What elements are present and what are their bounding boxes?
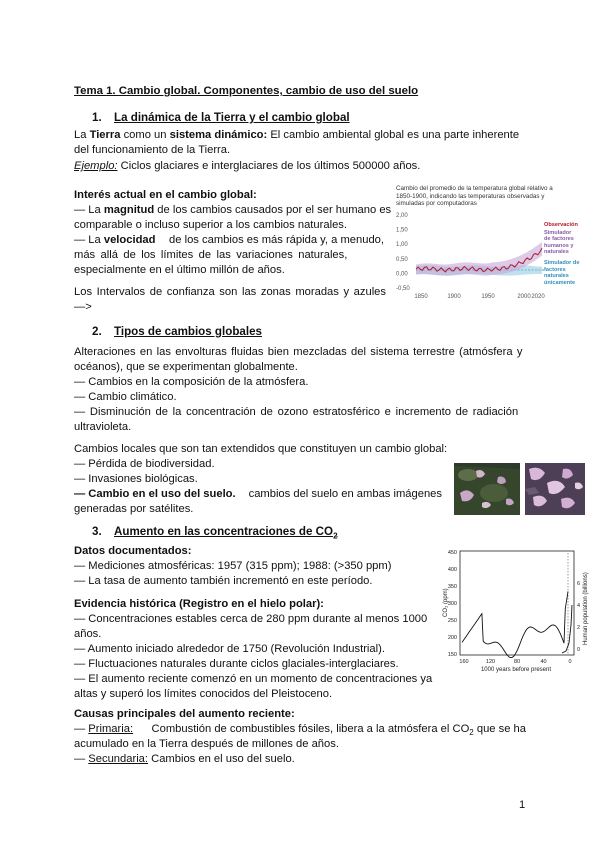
co2-y-tick-label: 150 bbox=[447, 652, 457, 658]
s2-bullet-2: — Cambio climático. bbox=[74, 391, 177, 403]
temp-y-tick-label: 0,00 bbox=[396, 271, 408, 278]
legend-natural: Simulador de factores naturales únicamente bbox=[544, 259, 580, 286]
s2-local-paragraph: Cambios locales que son tan extendidos que constituyen un cambio global: bbox=[74, 443, 448, 455]
section-1-title: La dinámica de la Tierra y el cambio global bbox=[114, 111, 350, 124]
evidencia-item-1-line1: — Concentraciones estables cerca de 280 ppm durante al menos 1000 bbox=[74, 613, 428, 625]
temperature-chart-legend bbox=[544, 222, 579, 286]
evidencia-item-4-line1: — El aumento reciente comenzó en un momento de concentraciones ya bbox=[74, 673, 433, 685]
section-2-title: Tipos de cambios globales bbox=[114, 325, 262, 338]
co2-chart-figure bbox=[438, 545, 590, 675]
s2-bullet-1: — Cambios en la composición de la atmósfera. bbox=[74, 376, 309, 388]
s2-bullet-3-line2: ultravioleta. bbox=[74, 421, 132, 433]
interes-heading: Interés actual en el cambio global: bbox=[74, 189, 257, 201]
temp-y-tick-label: -0,50 bbox=[396, 286, 410, 292]
s2-local-item-2: — Invasiones biológicas. bbox=[74, 473, 198, 485]
co2-y-axis-label: CO₂ (ppm) bbox=[443, 588, 449, 617]
temp-y-tick-label: 1,00 bbox=[396, 242, 408, 249]
s1-paragraph-line1: La Tierra como un sistema dinámico: El cambio ambiental global es una parte inherente bbox=[74, 129, 520, 141]
co2-y-tick-label: 400 bbox=[447, 567, 457, 573]
causas-heading: Causas principales del aumento reciente: bbox=[74, 708, 295, 720]
temperature-chart-figure bbox=[394, 184, 584, 309]
interes-item-2-line3: especialmente en el último millón de años. bbox=[74, 264, 285, 276]
section-2-number: 2. bbox=[92, 325, 102, 338]
population-y-tick-label: 2 bbox=[577, 625, 581, 631]
s2-local-item-3-line1: — Cambio en el uso del suelo. cambios del suelo en ambas imágenes bbox=[74, 488, 442, 500]
population-y-tick-label: 6 bbox=[577, 581, 581, 587]
population-y-axis-label: Human population (billions) bbox=[583, 572, 589, 645]
causas-primaria-line1: — Primaria: Combustión de combustibles fósiles, libera a la atmósfera el $CO_2$ que se ha bbox=[74, 723, 526, 738]
section-2-heading bbox=[92, 325, 262, 338]
co2-y-tick-label: 200 bbox=[447, 635, 457, 641]
population-y-tick-label: 4 bbox=[577, 603, 581, 609]
temp-x-tick-label: 2020 bbox=[531, 294, 545, 300]
co2-chart-frame bbox=[460, 551, 574, 655]
co2-concentration-line bbox=[462, 591, 568, 657]
datos-item-1: — Mediciones atmosféricas: 1957 (315 ppm); 1988: (>350 ppm) bbox=[74, 560, 392, 572]
section-1-heading bbox=[92, 111, 350, 124]
page-number: 1 bbox=[519, 799, 526, 811]
temp-y-tick-label: 0,50 bbox=[396, 256, 408, 263]
section-3-title: Aumento en las concentraciones de CO bbox=[114, 525, 334, 538]
co2-x-tick-label: 160 bbox=[459, 659, 469, 665]
evidencia-heading: Evidencia histórica (Registro en el hielo polar): bbox=[74, 598, 324, 610]
co2-y-tick-label: 300 bbox=[447, 601, 457, 607]
datos-item-2: — La tasa de aumento también incrementó en este período. bbox=[74, 575, 373, 587]
datos-heading: Datos documentados: bbox=[74, 545, 192, 557]
satellite-image-before bbox=[454, 463, 520, 515]
s1-paragraph-line2: del funcionamiento de la Tierra. bbox=[74, 144, 231, 156]
legend-observation: Observación bbox=[544, 222, 578, 228]
interes-item-1-line1: — La magnitud de los cambios causados por el ser humano es bbox=[74, 204, 392, 216]
s2-local-item-3-line2: generadas por satélites. bbox=[74, 503, 194, 515]
section-3-heading: 3. Aumento en las concentraciones de $CO_2$ bbox=[92, 525, 338, 541]
co2-y-tick-label: 250 bbox=[447, 618, 457, 624]
section-3-number: 3. bbox=[92, 525, 102, 538]
legend-human-natural: Simulador de factores humanos y naturales bbox=[544, 229, 574, 256]
population-y-tick-label: 0 bbox=[577, 647, 581, 653]
co2-x-tick-label: 120 bbox=[485, 659, 496, 665]
evidencia-item-4-line2: altas y superó los límites conocidos del Pleistoceno. bbox=[74, 688, 333, 700]
co2-y-tick-label: 350 bbox=[447, 584, 457, 590]
interes-item-2-line1: — La velocidad de los cambios es más rápida y, a menudo, bbox=[74, 234, 384, 246]
interes-item-1-line2: comparable o incluso superior a los cambios naturales. bbox=[74, 219, 347, 231]
s1-example: Ejemplo: Ciclos glaciares e interglaciares de los últimos 500000 años. bbox=[74, 160, 421, 172]
causas-primaria-line2: acumulado en la Tierra después de millones de años. bbox=[74, 738, 339, 750]
temp-x-tick-label: 1900 bbox=[447, 294, 461, 300]
s2-local-item-1: — Pérdida de biodiversidad. bbox=[74, 458, 215, 470]
temp-x-tick-label: 2000 bbox=[517, 294, 531, 300]
evidencia-item-3: — Fluctuaciones naturales durante ciclos glaciales-interglaciares. bbox=[74, 658, 399, 670]
temp-y-tick-label: 1,50 bbox=[396, 227, 408, 234]
evidencia-item-2: — Aumento iniciado alrededor de 1750 (Revolución Industrial). bbox=[74, 643, 385, 655]
temp-x-tick-label: 1950 bbox=[481, 294, 495, 300]
s2-paragraph-line2: océanos), que se experimentan globalmente. bbox=[74, 361, 298, 373]
temp-y-tick-label: 2,00 bbox=[396, 213, 408, 219]
s2-paragraph-line1: Alteraciones en las envolturas fluidas bien mezcladas del sistema terrestre (atmósfera y bbox=[74, 346, 523, 358]
satellite-image-after bbox=[525, 463, 585, 515]
intervalos-line2: —> bbox=[74, 301, 92, 313]
co2-x-tick-label: 80 bbox=[513, 659, 521, 665]
interes-item-2-line2: más allá de los límites de las variaciones naturales, bbox=[74, 249, 348, 261]
co2-x-tick-label: 0 bbox=[568, 659, 572, 665]
section-1-number: 1. bbox=[92, 111, 102, 124]
page-title: Tema 1. Cambio global. Componentes, cambio de uso del suelo bbox=[74, 85, 419, 97]
human-population-line bbox=[562, 605, 572, 653]
causas-secundaria: — Secundaria: Cambios en el uso del suelo. bbox=[74, 753, 295, 765]
temperature-chart-title: Cambio del promedio de la temperatura global relativo a 1850-1900, indicando las temperaturas observadas y simuladas por computadoras bbox=[396, 185, 553, 208]
co2-y-tick-label: 450 bbox=[447, 550, 457, 556]
evidencia-item-1-line2: años. bbox=[74, 628, 102, 640]
co2-x-axis-label: 1000 years before present bbox=[480, 667, 552, 673]
co2-chart-svg bbox=[438, 545, 590, 675]
s2-bullet-3-line1: — Disminución de la concentración de ozono estratosférico e incremento de radiación bbox=[74, 406, 519, 418]
co2-x-tick-label: 40 bbox=[540, 659, 547, 665]
intervalos-line1: Los Intervalos de confianza son las zonas moradas y azules bbox=[74, 286, 387, 298]
temp-x-tick-label: 1850 bbox=[414, 294, 428, 300]
